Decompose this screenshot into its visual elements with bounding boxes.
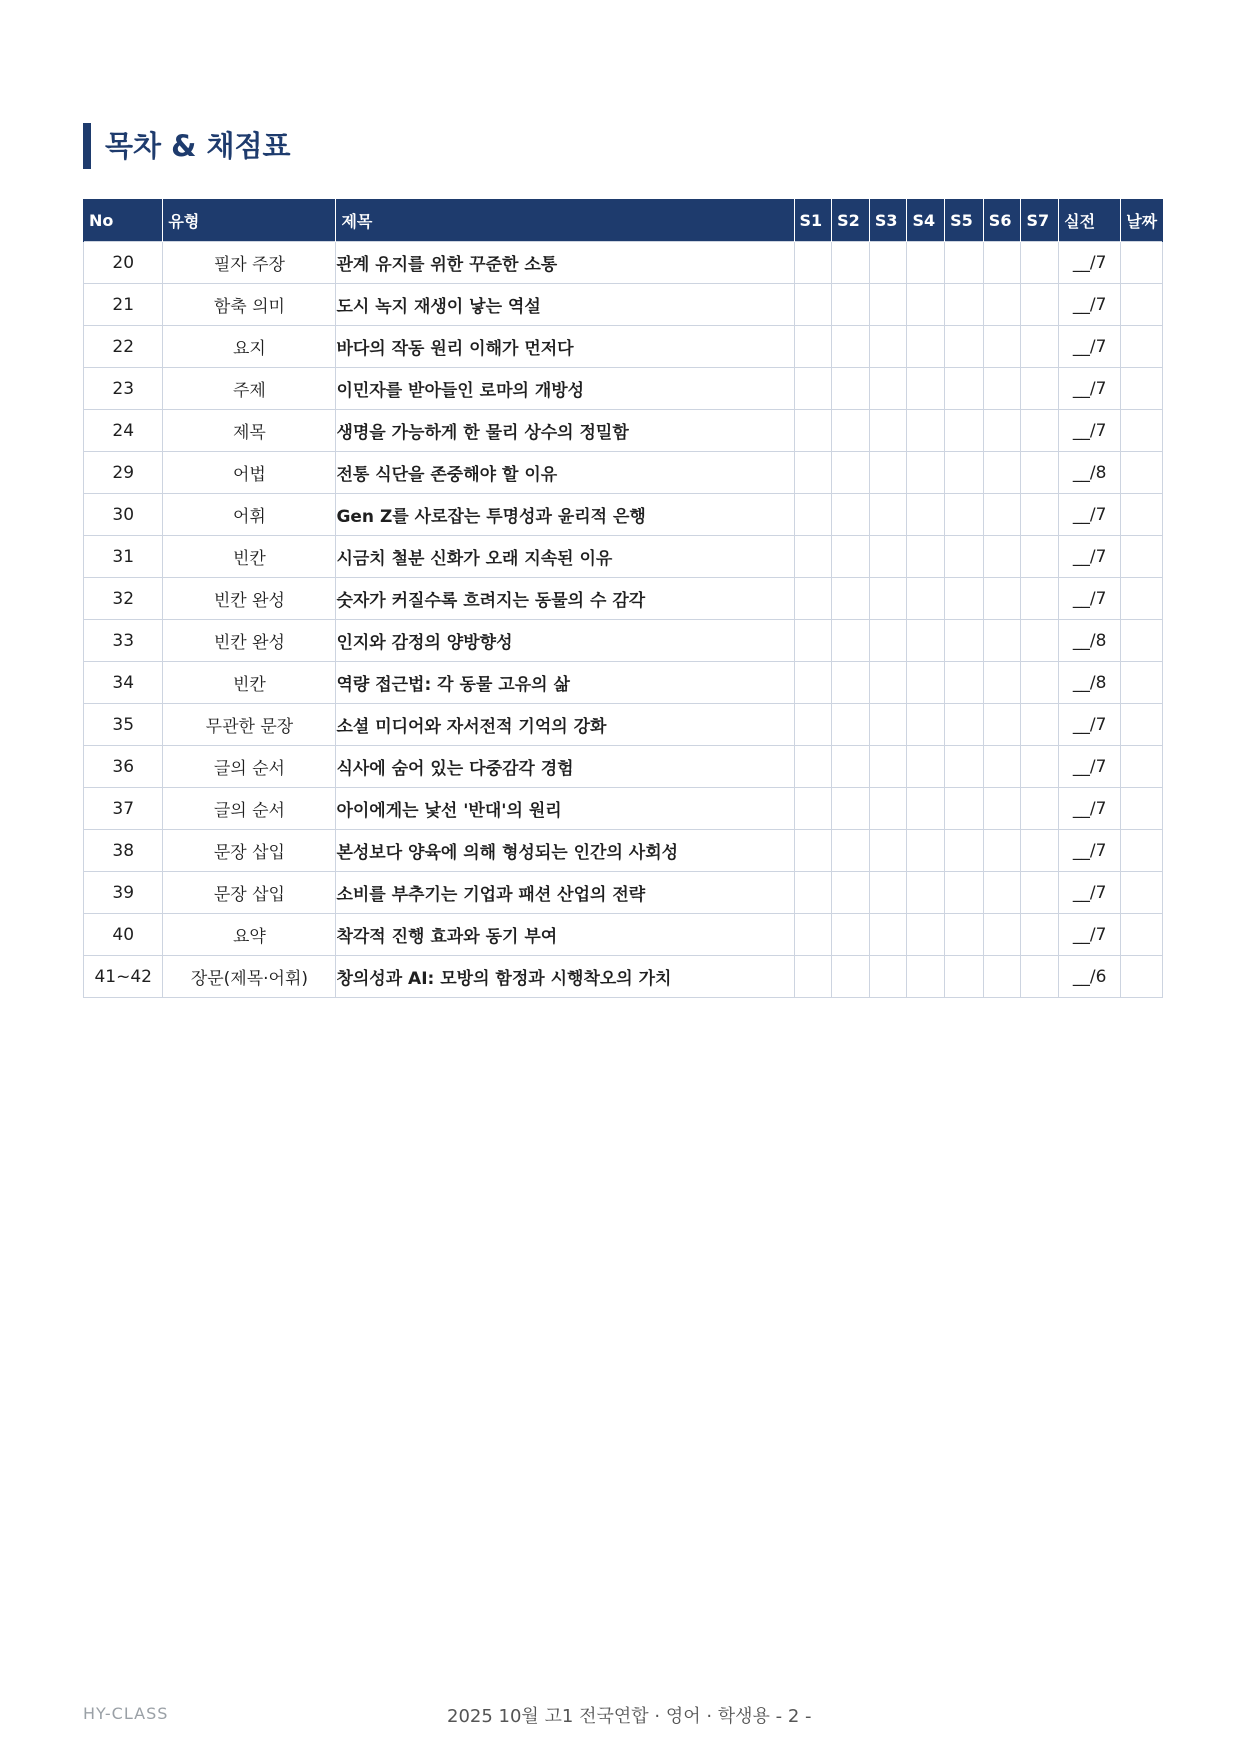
header-type: 유형	[163, 199, 336, 242]
score-cell-s5[interactable]	[945, 578, 984, 620]
footer-brand: HY-CLASS	[83, 1704, 169, 1723]
row-practice-score[interactable]: __/7	[1059, 368, 1121, 410]
score-cell-s7[interactable]	[1021, 494, 1059, 536]
score-cell-s3[interactable]	[869, 536, 907, 578]
score-cell-s3[interactable]	[869, 956, 907, 998]
row-practice-score[interactable]: __/7	[1059, 788, 1121, 830]
row-date-cell[interactable]	[1121, 620, 1163, 662]
table-row	[84, 368, 1163, 410]
table-row	[84, 326, 1163, 368]
row-type: 요지	[163, 326, 336, 368]
header-s4: S4	[907, 199, 945, 242]
score-cell-s6[interactable]	[983, 914, 1021, 956]
score-cell-s4[interactable]	[907, 452, 945, 494]
score-cell-s7[interactable]	[1021, 704, 1059, 746]
score-cell-s7[interactable]	[1021, 956, 1059, 998]
score-cell-s4[interactable]	[907, 284, 945, 326]
row-type: 빈칸	[163, 536, 336, 578]
row-title: 인지와 감정의 양방향성	[336, 620, 794, 662]
table-row	[84, 788, 1163, 830]
row-number: 20	[84, 242, 163, 284]
score-cell-s2[interactable]	[832, 956, 870, 998]
table-row	[84, 914, 1163, 956]
score-cell-s1[interactable]	[794, 704, 832, 746]
row-number: 39	[84, 872, 163, 914]
header-practice: 실전	[1059, 199, 1121, 242]
row-number: 32	[84, 578, 163, 620]
table-row	[84, 746, 1163, 788]
row-date-cell[interactable]	[1121, 956, 1163, 998]
row-number: 31	[84, 536, 163, 578]
table-row	[84, 872, 1163, 914]
score-cell-s3[interactable]	[869, 872, 907, 914]
score-cell-s4[interactable]	[907, 368, 945, 410]
row-practice-score[interactable]: __/8	[1059, 452, 1121, 494]
score-cell-s6[interactable]	[983, 788, 1021, 830]
score-cell-s2[interactable]	[832, 704, 870, 746]
row-date-cell[interactable]	[1121, 662, 1163, 704]
score-cell-s7[interactable]	[1021, 242, 1059, 284]
score-cell-s1[interactable]	[794, 368, 832, 410]
row-type: 제목	[163, 410, 336, 452]
score-cell-s1[interactable]	[794, 914, 832, 956]
row-date-cell[interactable]	[1121, 746, 1163, 788]
row-title: 아이에게는 낯선 '반대'의 원리	[336, 788, 794, 830]
score-cell-s2[interactable]	[832, 326, 870, 368]
row-practice-score[interactable]: __/8	[1059, 662, 1121, 704]
header-s7: S7	[1021, 199, 1059, 242]
row-date-cell[interactable]	[1121, 368, 1163, 410]
score-cell-s7[interactable]	[1021, 788, 1059, 830]
row-title: 본성보다 양육에 의해 형성되는 인간의 사회성	[336, 830, 794, 872]
row-practice-score[interactable]: __/7	[1059, 410, 1121, 452]
score-cell-s7[interactable]	[1021, 746, 1059, 788]
row-date-cell[interactable]	[1121, 284, 1163, 326]
row-type: 장문(제목·어휘)	[163, 956, 336, 998]
score-cell-s1[interactable]	[794, 788, 832, 830]
score-cell-s2[interactable]	[832, 368, 870, 410]
header-s5: S5	[945, 199, 984, 242]
score-cell-s2[interactable]	[832, 452, 870, 494]
score-cell-s3[interactable]	[869, 368, 907, 410]
score-cell-s5[interactable]	[945, 326, 984, 368]
score-cell-s6[interactable]	[983, 410, 1021, 452]
score-cell-s5[interactable]	[945, 914, 984, 956]
table-row	[84, 830, 1163, 872]
row-practice-score[interactable]: __/7	[1059, 578, 1121, 620]
row-title: 소비를 부추기는 기업과 패션 산업의 전략	[336, 872, 794, 914]
score-cell-s3[interactable]	[869, 578, 907, 620]
row-number: 33	[84, 620, 163, 662]
row-number: 34	[84, 662, 163, 704]
score-cell-s6[interactable]	[983, 368, 1021, 410]
score-cell-s3[interactable]	[869, 326, 907, 368]
score-cell-s6[interactable]	[983, 578, 1021, 620]
score-cell-s2[interactable]	[832, 620, 870, 662]
score-cell-s4[interactable]	[907, 788, 945, 830]
score-cell-s2[interactable]	[832, 914, 870, 956]
score-cell-s4[interactable]	[907, 704, 945, 746]
row-title: 숫자가 커질수록 흐려지는 동물의 수 감각	[336, 578, 794, 620]
score-cell-s2[interactable]	[832, 536, 870, 578]
score-cell-s1[interactable]	[794, 620, 832, 662]
score-cell-s2[interactable]	[832, 494, 870, 536]
row-type: 빈칸 완성	[163, 620, 336, 662]
score-cell-s7[interactable]	[1021, 578, 1059, 620]
row-type: 어법	[163, 452, 336, 494]
score-cell-s7[interactable]	[1021, 326, 1059, 368]
score-cell-s6[interactable]	[983, 956, 1021, 998]
row-date-cell[interactable]	[1121, 578, 1163, 620]
table-row	[84, 242, 1163, 284]
score-cell-s2[interactable]	[832, 746, 870, 788]
score-cell-s6[interactable]	[983, 746, 1021, 788]
row-title: 착각적 진행 효과와 동기 부여	[336, 914, 794, 956]
row-date-cell[interactable]	[1121, 326, 1163, 368]
score-cell-s6[interactable]	[983, 452, 1021, 494]
score-cell-s2[interactable]	[832, 872, 870, 914]
score-cell-s7[interactable]	[1021, 830, 1059, 872]
score-cell-s2[interactable]	[832, 578, 870, 620]
score-cell-s2[interactable]	[832, 788, 870, 830]
header-s3: S3	[869, 199, 907, 242]
row-type: 글의 순서	[163, 788, 336, 830]
score-cell-s4[interactable]	[907, 494, 945, 536]
score-cell-s1[interactable]	[794, 452, 832, 494]
score-cell-s1[interactable]	[794, 578, 832, 620]
row-title: 전통 식단을 존중해야 할 이유	[336, 452, 794, 494]
score-cell-s2[interactable]	[832, 662, 870, 704]
row-type: 빈칸 완성	[163, 578, 336, 620]
score-cell-s3[interactable]	[869, 746, 907, 788]
row-practice-score[interactable]: __/7	[1059, 830, 1121, 872]
score-cell-s5[interactable]	[945, 536, 984, 578]
row-practice-score[interactable]: __/7	[1059, 914, 1121, 956]
score-cell-s3[interactable]	[869, 494, 907, 536]
score-cell-s1[interactable]	[794, 956, 832, 998]
score-cell-s5[interactable]	[945, 746, 984, 788]
row-title: 시금치 철분 신화가 오래 지속된 이유	[336, 536, 794, 578]
score-cell-s3[interactable]	[869, 410, 907, 452]
table-header-row	[84, 199, 1163, 242]
row-number: 35	[84, 704, 163, 746]
row-title: Gen Z를 사로잡는 투명성과 윤리적 은행	[336, 494, 794, 536]
table-row	[84, 284, 1163, 326]
score-cell-s7[interactable]	[1021, 284, 1059, 326]
score-cell-s1[interactable]	[794, 410, 832, 452]
score-cell-s7[interactable]	[1021, 368, 1059, 410]
table-row	[84, 410, 1163, 452]
table-row	[84, 620, 1163, 662]
score-cell-s6[interactable]	[983, 536, 1021, 578]
score-cell-s1[interactable]	[794, 872, 832, 914]
score-cell-s1[interactable]	[794, 242, 832, 284]
row-number: 41~42	[84, 956, 163, 998]
score-cell-s5[interactable]	[945, 662, 984, 704]
score-cell-s5[interactable]	[945, 704, 984, 746]
header-s6: S6	[983, 199, 1021, 242]
score-cell-s1[interactable]	[794, 830, 832, 872]
row-number: 23	[84, 368, 163, 410]
row-title: 창의성과 AI: 모방의 함정과 시행착오의 가치	[336, 956, 794, 998]
row-title: 관계 유지를 위한 꾸준한 소통	[336, 242, 794, 284]
score-cell-s3[interactable]	[869, 704, 907, 746]
score-cell-s3[interactable]	[869, 788, 907, 830]
score-cell-s4[interactable]	[907, 242, 945, 284]
score-cell-s3[interactable]	[869, 452, 907, 494]
row-practice-score[interactable]: __/7	[1059, 284, 1121, 326]
row-date-cell[interactable]	[1121, 788, 1163, 830]
row-number: 36	[84, 746, 163, 788]
row-date-cell[interactable]	[1121, 830, 1163, 872]
score-cell-s7[interactable]	[1021, 410, 1059, 452]
row-title: 바다의 작동 원리 이해가 먼저다	[336, 326, 794, 368]
table-row	[84, 956, 1163, 998]
score-cell-s6[interactable]	[983, 704, 1021, 746]
row-number: 38	[84, 830, 163, 872]
score-cell-s7[interactable]	[1021, 914, 1059, 956]
score-cell-s4[interactable]	[907, 620, 945, 662]
row-type: 함축 의미	[163, 284, 336, 326]
score-cell-s5[interactable]	[945, 620, 984, 662]
row-title: 소셜 미디어와 자서전적 기억의 강화	[336, 704, 794, 746]
row-number: 30	[84, 494, 163, 536]
score-cell-s4[interactable]	[907, 830, 945, 872]
row-date-cell[interactable]	[1121, 494, 1163, 536]
row-type: 필자 주장	[163, 242, 336, 284]
row-practice-score[interactable]: __/7	[1059, 242, 1121, 284]
score-cell-s6[interactable]	[983, 326, 1021, 368]
row-practice-score[interactable]: __/6	[1059, 956, 1121, 998]
row-date-cell[interactable]	[1121, 452, 1163, 494]
score-cell-s4[interactable]	[907, 326, 945, 368]
header-no: No	[84, 199, 163, 242]
score-cell-s5[interactable]	[945, 410, 984, 452]
score-cell-s7[interactable]	[1021, 620, 1059, 662]
score-cell-s6[interactable]	[983, 620, 1021, 662]
score-cell-s5[interactable]	[945, 242, 984, 284]
header-date: 날짜	[1121, 199, 1163, 242]
row-number: 40	[84, 914, 163, 956]
row-practice-score[interactable]: __/7	[1059, 536, 1121, 578]
score-cell-s5[interactable]	[945, 788, 984, 830]
row-type: 글의 순서	[163, 746, 336, 788]
footer-page-info: 2025 10월 고1 전국연합 · 영어 · 학생용 - 2 -	[447, 1706, 812, 1727]
section-title: 목차 & 채점표	[83, 123, 291, 169]
score-cell-s4[interactable]	[907, 536, 945, 578]
row-date-cell[interactable]	[1121, 536, 1163, 578]
score-cell-s2[interactable]	[832, 284, 870, 326]
score-cell-s3[interactable]	[869, 830, 907, 872]
row-type: 주제	[163, 368, 336, 410]
score-cell-s7[interactable]	[1021, 452, 1059, 494]
score-cell-s3[interactable]	[869, 242, 907, 284]
row-date-cell[interactable]	[1121, 704, 1163, 746]
table-row	[84, 452, 1163, 494]
score-cell-s5[interactable]	[945, 494, 984, 536]
score-cell-s1[interactable]	[794, 494, 832, 536]
row-title: 이민자를 받아들인 로마의 개방성	[336, 368, 794, 410]
score-cell-s1[interactable]	[794, 662, 832, 704]
row-type: 문장 삽입	[163, 830, 336, 872]
score-cell-s6[interactable]	[983, 662, 1021, 704]
score-cell-s3[interactable]	[869, 284, 907, 326]
score-cell-s6[interactable]	[983, 872, 1021, 914]
score-cell-s5[interactable]	[945, 872, 984, 914]
score-cell-s6[interactable]	[983, 284, 1021, 326]
score-cell-s7[interactable]	[1021, 662, 1059, 704]
score-cell-s1[interactable]	[794, 746, 832, 788]
header-s2: S2	[832, 199, 870, 242]
table-row	[84, 662, 1163, 704]
row-title: 역량 접근법: 각 동물 고유의 삶	[336, 662, 794, 704]
row-number: 22	[84, 326, 163, 368]
row-number: 24	[84, 410, 163, 452]
score-cell-s1[interactable]	[794, 536, 832, 578]
score-cell-s4[interactable]	[907, 578, 945, 620]
score-cell-s1[interactable]	[794, 284, 832, 326]
score-cell-s4[interactable]	[907, 914, 945, 956]
score-cell-s2[interactable]	[832, 410, 870, 452]
score-cell-s5[interactable]	[945, 284, 984, 326]
table-row	[84, 578, 1163, 620]
row-title: 식사에 숨어 있는 다중감각 경험	[336, 746, 794, 788]
row-title: 도시 녹지 재생이 낳는 역설	[336, 284, 794, 326]
row-date-cell[interactable]	[1121, 872, 1163, 914]
score-cell-s3[interactable]	[869, 620, 907, 662]
header-title: 제목	[336, 199, 794, 242]
score-cell-s4[interactable]	[907, 872, 945, 914]
row-title: 생명을 가능하게 한 물리 상수의 정밀함	[336, 410, 794, 452]
table-row	[84, 536, 1163, 578]
score-cell-s5[interactable]	[945, 830, 984, 872]
score-cell-s3[interactable]	[869, 914, 907, 956]
row-type: 요약	[163, 914, 336, 956]
score-cell-s6[interactable]	[983, 242, 1021, 284]
score-cell-s3[interactable]	[869, 662, 907, 704]
score-cell-s7[interactable]	[1021, 536, 1059, 578]
score-cell-s5[interactable]	[945, 452, 984, 494]
row-date-cell[interactable]	[1121, 914, 1163, 956]
header-s1: S1	[794, 199, 832, 242]
score-cell-s2[interactable]	[832, 242, 870, 284]
score-cell-s6[interactable]	[983, 830, 1021, 872]
row-practice-score[interactable]: __/7	[1059, 704, 1121, 746]
score-cell-s4[interactable]	[907, 410, 945, 452]
row-practice-score[interactable]: __/8	[1059, 620, 1121, 662]
row-number: 21	[84, 284, 163, 326]
row-practice-score[interactable]: __/7	[1059, 746, 1121, 788]
score-cell-s4[interactable]	[907, 662, 945, 704]
row-date-cell[interactable]	[1121, 242, 1163, 284]
row-type: 빈칸	[163, 662, 336, 704]
score-cell-s1[interactable]	[794, 326, 832, 368]
table-row	[84, 494, 1163, 536]
score-cell-s7[interactable]	[1021, 872, 1059, 914]
score-cell-s2[interactable]	[832, 830, 870, 872]
table-row	[84, 704, 1163, 746]
score-table	[83, 199, 1163, 998]
score-cell-s5[interactable]	[945, 956, 984, 998]
score-cell-s4[interactable]	[907, 746, 945, 788]
score-cell-s5[interactable]	[945, 368, 984, 410]
row-date-cell[interactable]	[1121, 410, 1163, 452]
row-practice-score[interactable]: __/7	[1059, 872, 1121, 914]
row-number: 29	[84, 452, 163, 494]
row-type: 어휘	[163, 494, 336, 536]
score-cell-s6[interactable]	[983, 494, 1021, 536]
score-cell-s4[interactable]	[907, 956, 945, 998]
row-number: 37	[84, 788, 163, 830]
row-type: 문장 삽입	[163, 872, 336, 914]
row-practice-score[interactable]: __/7	[1059, 494, 1121, 536]
row-type: 무관한 문장	[163, 704, 336, 746]
row-practice-score[interactable]: __/7	[1059, 326, 1121, 368]
